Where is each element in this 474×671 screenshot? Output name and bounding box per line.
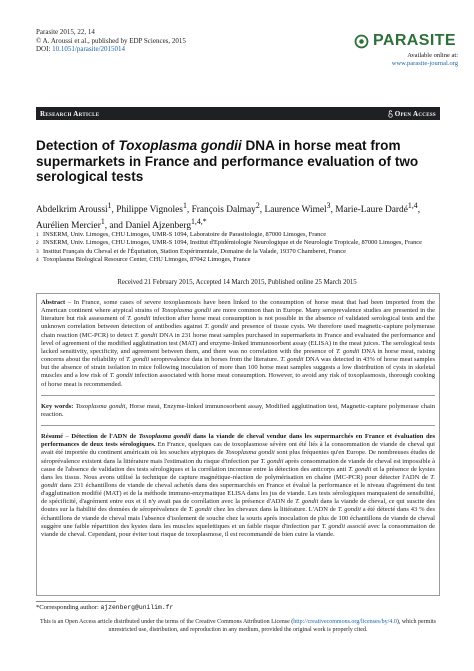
abstract-text: DNA in 231 horse meat samples purchased in supermarkets in France and evaluated the performance and level of agreement of the modified agglutination test (MAT) and enzyme-linked immunosorbent assay (ELISA) in the meat juices. The serological tests lacked sensitivity, specificity, and agreement between them, and there was no correlation with the presence of bbox=[41, 331, 436, 355]
species-name: T. gondii bbox=[109, 372, 133, 380]
affiliation-number: 2 bbox=[36, 240, 39, 247]
affiliation-text: INSERM, Univ. Limoges, CHU Limoges, UMR-S 1094, Institut d'Epidémiologie Neurologique et de Neurologie Tropicale, 87000 Limoges, France bbox=[43, 239, 422, 247]
author-separator: , bbox=[259, 205, 265, 216]
affiliation-number: 3 bbox=[36, 248, 39, 255]
journal-citation: Parasite 2015, 22, 14 bbox=[36, 28, 95, 36]
author-name: Philippe Vignoles bbox=[116, 205, 183, 216]
title-part: DNA in horse meat from supermarkets in France and performance evaluation of two serological tests bbox=[36, 138, 419, 184]
resume-text: et la présence de kystes dans les tissus. Nous avons utilisé la technique de capture magnétique-réaction de polymérisation en chaîne (MC-PCR) pour détecter l'ADN de bbox=[41, 465, 435, 481]
page-header bbox=[36, 28, 458, 96]
resume-text: a été détecté dans 43 % des échantillons de viande de cheval mais l'absence d'isolement de souche chez la souris après inoculation de plus de 100 échantillons de viande de cheval suggère une faible répartition des kystes dans les muscles squelettiques et un faible risque d'infection par bbox=[41, 506, 436, 530]
author bbox=[36, 217, 126, 232]
open-lock-icon bbox=[388, 110, 393, 118]
abstract bbox=[41, 299, 435, 389]
author bbox=[264, 201, 336, 216]
open-access-label: Open Access bbox=[394, 109, 436, 118]
footnote-divider bbox=[36, 601, 116, 602]
species-name: Toxoplasma gondii bbox=[161, 307, 212, 315]
species-name: T. gondii bbox=[126, 356, 150, 364]
abstract-text: seroprevalence data in horses from the literature. bbox=[149, 356, 281, 364]
abstract-text: DNA was detected in 43% of horse meat samples but the absence of strain isolation in mice following inoculation of more than 100 horse meat samples suggests a low distribution of cysts in skeletal muscles and a low risk of bbox=[41, 356, 435, 380]
author bbox=[191, 201, 265, 216]
abstract-text: are more common than in Europe. Many seroprevalence studies are presented in the literature but risk assessment of bbox=[41, 307, 436, 323]
affiliation-text: Institut Français du Cheval et de l'Équitation, Station Expérimentale, Domaine de la Valade, 19370 Chamberet, France bbox=[43, 247, 346, 255]
resume-heading-text: Détection de l'ADN de bbox=[71, 433, 139, 441]
abstract-text: infection after horse meat consumption is not possible in the absence of validated serological tests and the unknown correlation between detection of antibodies against bbox=[41, 315, 435, 331]
affiliation bbox=[36, 231, 440, 239]
open-access-badge bbox=[388, 110, 436, 118]
author-separator: , and bbox=[104, 221, 126, 232]
journal-brand bbox=[354, 32, 458, 68]
author-separator: , bbox=[111, 205, 117, 216]
author bbox=[125, 217, 207, 232]
corresponding-author-footnote bbox=[36, 604, 173, 611]
resume-text: après consommation de viande de cheval est impossible à cause de l'absence de validation des tests sérologiques et la corrélation inconnue entre la détection des anticorps anti bbox=[41, 457, 435, 473]
resume-text: dans 231 échantillons de viande de cheval achetés dans des supermarchés en France et évalué la performance et le niveau d'agrément du test d'agglutination modifié (MAT) et de la méthode immuno-enzymatique ELISA dans les jus de viande. Les tests sérologiques manquaient de sensibilité, de spécificité, d'agrément entre eux et il n'y avait pas de corrélation avec la présence d'ADN de bbox=[41, 481, 435, 506]
resume-heading-text: dans la viande de cheval vendue dans les supermarchés en France et évaluation des performances de deux tests sérologiques. bbox=[41, 433, 435, 449]
article-type-label: Research Article bbox=[40, 109, 100, 118]
author-affiliation-mark: 1 bbox=[100, 217, 105, 227]
affiliation bbox=[36, 256, 440, 264]
resume-text: dans la viande de cheval, ce qui suscite des doutes sur la fiabilité des données de séroprévalence de bbox=[41, 498, 435, 514]
author bbox=[36, 201, 117, 216]
abstract-dash: – bbox=[65, 299, 74, 306]
resume bbox=[41, 433, 435, 539]
publication-dates: Received 21 February 2015, Accepted 14 March 2015, Published online 25 March 2015 bbox=[117, 279, 357, 286]
species-name: T. gondii bbox=[188, 506, 212, 514]
footnote-label: *Corresponding author: bbox=[36, 604, 101, 611]
copyright-line: © A. Aroussi et al., published by EDP Sciences, 2015 bbox=[36, 36, 186, 45]
article-type-bar bbox=[36, 107, 440, 120]
journal-logo[interactable] bbox=[354, 32, 458, 50]
abstract-text: and presence of tissue cysts. We therefore used magnetic-capture polymerase chain reaction (MC-PCR) to detect bbox=[41, 323, 435, 339]
title-part: Detection of bbox=[36, 138, 119, 153]
species-name: T. gondii bbox=[337, 506, 361, 514]
abstract-text: infection associated with horse meat consumption. However, to avoid any risk of toxoplasmosis, thorough cooking of horse meat is recommended. bbox=[41, 372, 435, 388]
author-name: François Dalmay bbox=[191, 205, 256, 216]
available-online-label: Available online at: bbox=[407, 52, 458, 59]
author-name: Marie-Laure Dardé bbox=[335, 205, 408, 216]
journal-url[interactable]: www.parasite-journal.org bbox=[391, 60, 458, 67]
article-title bbox=[36, 138, 440, 185]
resume-text: En France, quelques cas de toxoplasmose sévère ont été liés à la consommation de viande de cheval qui avait été importée du continent américain où les souches atypiques de bbox=[41, 441, 435, 457]
resume-label: Résumé bbox=[41, 433, 64, 441]
author-separator: , bbox=[186, 205, 192, 216]
resume-dash: – bbox=[63, 433, 72, 441]
license-text: ), which permits unrestricted use, distribution, and reproduction in any medium, provided the original work is properly cited. bbox=[108, 619, 436, 633]
corresponding-email[interactable]: ajzenberg@unilim.fr bbox=[100, 604, 174, 611]
keywords-label: Key words: bbox=[41, 402, 74, 410]
author-affiliation-mark: 1,4 bbox=[407, 201, 418, 210]
species-name: T. gondii bbox=[280, 356, 304, 364]
affiliation bbox=[36, 248, 440, 256]
resume-text: chez les chevaux dans la littérature. L'ADN de bbox=[211, 506, 338, 514]
logo-wordmark: PARASITE bbox=[373, 32, 456, 49]
species-name: Toxoplasma gondii bbox=[225, 449, 275, 457]
author-affiliation-mark: 2 bbox=[255, 201, 260, 210]
author-affiliation-mark: 1,4,* bbox=[191, 217, 207, 227]
doi-link[interactable]: 10.1051/parasite/2015014 bbox=[52, 45, 126, 54]
affiliation-list bbox=[36, 231, 440, 264]
author-name: Daniel Ajzenberg bbox=[125, 221, 192, 232]
section-divider bbox=[41, 425, 435, 426]
species-name: T. gondii bbox=[127, 315, 151, 323]
author-affiliation-mark: 1 bbox=[107, 201, 112, 210]
abstract-text: In France, some cases of severe toxoplasmosis have been linked to the consumption of horse meat that had been imported from the American continent where atypical strains of bbox=[41, 299, 436, 315]
author-separator: , bbox=[330, 205, 336, 216]
keywords bbox=[41, 403, 435, 419]
author-affiliation-mark: 3 bbox=[326, 201, 331, 210]
section-divider bbox=[41, 395, 435, 396]
affiliation-text: INSERM, Univ. Limoges, CHU Limoges, UMR-S 1094, Laboratoire de Parasitologie, 87000 Limoges, France bbox=[43, 231, 327, 238]
author-name: Aurélien Mercier bbox=[36, 221, 101, 232]
keyword-species: Toxoplasma gondii bbox=[75, 402, 126, 410]
affiliation-text: Toxoplasma Biological Resource Center, CHU Limoges, 87042 Limoges, France bbox=[43, 255, 251, 263]
keywords-text: , Horse meat, Enzyme-linked immunosorbent assay, Modified agglutination test, Magnetic-capture polymerase chain reaction. bbox=[41, 402, 436, 418]
author-list bbox=[36, 200, 440, 232]
resume-text: sont plus fréquentes qu'en Europe. De nombreuses études de séroprévalence existent dans la littérature mais l'estimation du risque d'infection par bbox=[41, 449, 436, 465]
species-name: T. gondii bbox=[348, 465, 372, 473]
species-name: Toxoplasma gondii bbox=[138, 433, 191, 441]
author-name: Abdelkrim Aroussi bbox=[36, 205, 108, 216]
species-name: T. gondii bbox=[41, 473, 435, 489]
abstract-label: Abstract bbox=[41, 299, 66, 306]
species-name: T. gondii bbox=[335, 347, 360, 355]
parasite-logo-icon bbox=[354, 34, 369, 49]
available-online-block bbox=[354, 52, 458, 68]
species-name: T. gondii bbox=[204, 323, 228, 331]
author-affiliation-mark: 1 bbox=[182, 201, 187, 210]
abstract-box bbox=[36, 293, 440, 596]
doi-prefix: DOI: bbox=[36, 45, 53, 54]
license-link[interactable]: http://creativecommons.org/licenses/by/4.0 bbox=[293, 619, 397, 625]
species-name: T. gondii bbox=[260, 457, 284, 465]
resume-text: associé avec la consommation de viande de cheval. Cependant, pour éviter tout risque de toxoplasmose, il est recommandé de bien cuire la viande. bbox=[41, 522, 435, 538]
title-organism: Toxoplasma gondii bbox=[118, 138, 242, 153]
abstract-text: DNA in horse meat, raising concerns about the reliability of bbox=[41, 347, 435, 364]
license-statement bbox=[36, 619, 440, 634]
species-name: T. gondii bbox=[295, 498, 319, 506]
affiliation-number: 1 bbox=[36, 232, 39, 238]
author-separator: , bbox=[417, 205, 421, 216]
species-name: T. gondii bbox=[134, 331, 158, 339]
affiliation-number: 4 bbox=[36, 256, 39, 263]
license-text: This is an Open Access article distributed under the terms of the Creative Commons Attribution License ( bbox=[40, 619, 294, 625]
affiliation bbox=[36, 239, 440, 247]
author bbox=[335, 201, 421, 216]
author bbox=[116, 201, 192, 216]
species-name: T. gondii bbox=[321, 522, 346, 530]
author-name: Laurence Wimel bbox=[264, 205, 327, 216]
